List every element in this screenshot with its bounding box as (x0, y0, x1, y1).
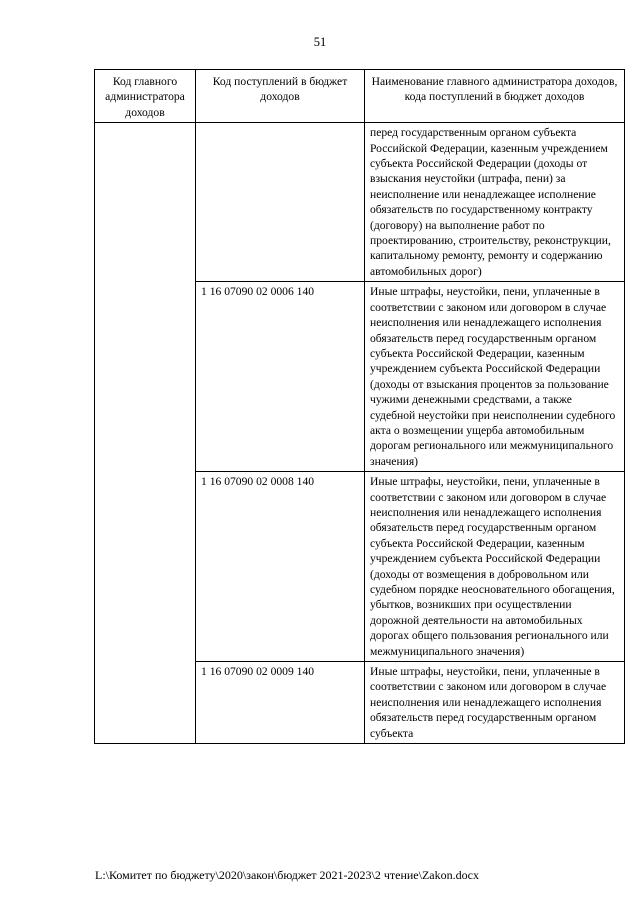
name-cell: Иные штрафы, неустойки, пени, уплаченные в соответствии с законом или договором в случае неисполнения или ненадлежащего исполнения обязательств перед государственным органом субъекта Российской Федерации, казенным учреждением субъекта Российской Федерации (доходы от взыскания процентов за пользование чужими денежными средствами, а также судебной неустойки при неисполнении судебного акта о возмещении ущерба автомобильным дорогам регионального или межмуниципального значения) (365, 282, 625, 472)
name-cell: Иные штрафы, неустойки, пени, уплаченные в соответствии с законом или договором в случае неисполнения или ненадлежащего исполнения обязательств перед государственным органом субъекта (365, 662, 625, 744)
name-cell: Иные штрафы, неустойки, пени, уплаченные в соответствии с законом или договором в случае неисполнения или ненадлежащего исполнения обязательств перед государственным органом субъекта Российской Федерации, казенным учреждением субъекта Российской Федерации (доходы от возмещения в добровольном или судебном порядке неосновательного обогащения, убытков, возникших при осуществлении дорожной деятельности на автомобильных дорогах общего пользования регионального или межмуниципального значения) (365, 472, 625, 662)
name-cell: перед государственным органом субъекта Российской Федерации, казенным учреждением субъекта Российской Федерации (доходы от взыскания неустойки (штрафа, пени) за неисполнение или ненадлежащее исполнение обязательств по государственному контракту (договору) на выполнение работ по проектированию, строительству, реконструкции, капитальному ремонту, ремонту и содержанию автомобильных дорог) (365, 123, 625, 282)
revenue-code-cell: 1 16 07090 02 0006 140 (196, 282, 365, 472)
table-header-row (95, 70, 625, 123)
page-number: 51 (313, 35, 327, 49)
header-name: Наименование главного администратора доходов, кода поступлений в бюджет доходов (365, 70, 625, 123)
table-row (95, 123, 625, 282)
revenue-code-cell: 1 16 07090 02 0009 140 (196, 662, 365, 744)
revenue-code-cell: 1 16 07090 02 0008 140 (196, 472, 365, 662)
revenue-codes-table (94, 69, 625, 744)
revenue-code-cell (196, 123, 365, 282)
admin-code-cell (95, 123, 196, 744)
header-revenue-code: Код поступлений в бюджет доходов (196, 70, 365, 123)
footer-file-path: L:\Комитет по бюджету\2020\закон\бюджет 2021-2023\2 чтение\Zakon.docx (95, 868, 479, 882)
header-admin-code: Код главного администратора доходов (95, 70, 196, 123)
